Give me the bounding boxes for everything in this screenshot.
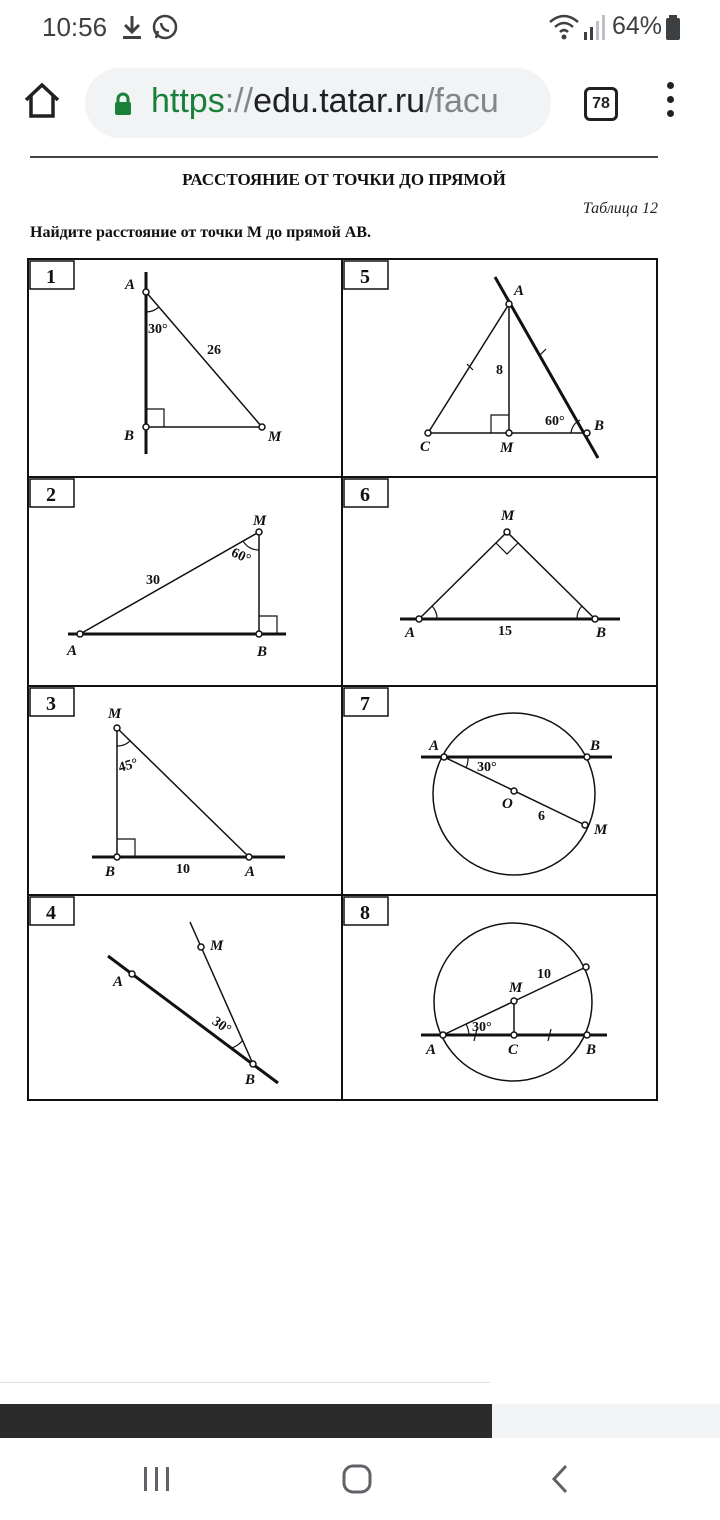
length-label: 30 [146, 573, 160, 588]
task-5-figure [425, 277, 598, 458]
bottom-bar [0, 1404, 492, 1438]
angle-label: 45° [116, 756, 140, 776]
point-label: C [508, 1042, 519, 1058]
point-label: M [509, 980, 523, 996]
browser-toolbar [0, 56, 720, 152]
point-label: B [590, 738, 601, 754]
task-number: 8 [360, 902, 370, 924]
angle-label: 30° [148, 322, 168, 337]
point-label: A [405, 625, 416, 641]
bottom-panel [0, 1382, 720, 1438]
point-label: A [113, 974, 124, 990]
system-nav-bar [0, 1438, 720, 1520]
angle-label: 30° [477, 760, 497, 775]
whatsapp-icon [150, 10, 180, 44]
angle-label: 60° [545, 414, 565, 429]
point-label: A [514, 283, 525, 299]
tab-switcher-button[interactable]: 78 [584, 87, 618, 121]
table-label: Таблица 12 [582, 200, 658, 217]
point-label: M [268, 429, 282, 445]
point-label: O [502, 796, 513, 812]
task-2-figure [68, 529, 286, 637]
bottom-bar-end [492, 1404, 720, 1438]
point-label: M [108, 706, 122, 722]
point-label: M [210, 938, 224, 954]
point-label: B [245, 1072, 256, 1088]
length-label: 8 [496, 363, 503, 378]
point-label: B [594, 418, 605, 434]
point-label: B [257, 644, 268, 660]
length-label: 15 [498, 624, 512, 639]
task-number: 7 [360, 693, 370, 715]
back-icon[interactable] [546, 1462, 574, 1496]
task-6-figure [400, 529, 620, 622]
task-number-boxes [30, 261, 388, 925]
task-number: 1 [46, 266, 56, 288]
point-label: B [596, 625, 607, 641]
point-label: A [245, 864, 256, 880]
point-label: C [420, 439, 431, 455]
task-4-figure [108, 922, 278, 1083]
task-7-figure [421, 713, 612, 875]
point-label: B [586, 1042, 597, 1058]
task-number: 5 [360, 266, 370, 288]
url-text[interactable]: https://edu.tatar.ru/facu [151, 82, 499, 120]
page-content [0, 152, 720, 1382]
point-label: A [426, 1042, 437, 1058]
battery-icon [664, 10, 682, 44]
point-label: M [500, 440, 514, 456]
point-label: A [429, 738, 440, 754]
task-number: 2 [46, 484, 56, 506]
angle-label: 60° [228, 545, 253, 568]
angle-label: 30° [209, 1014, 234, 1038]
length-label: 10 [176, 862, 190, 877]
length-label: 6 [538, 809, 545, 824]
status-time: 10:56 [42, 12, 108, 42]
angle-label: 30° [472, 1020, 492, 1035]
point-label: M [501, 508, 515, 524]
download-icon [120, 10, 144, 44]
point-label: B [105, 864, 116, 880]
task-1-figure [143, 272, 265, 454]
task-number: 6 [360, 484, 370, 506]
length-label: 26 [207, 343, 221, 358]
length-label: 10 [537, 967, 551, 982]
status-bar [0, 0, 720, 56]
wifi-icon [548, 10, 580, 44]
task-grid [0, 152, 720, 1152]
point-label: B [124, 428, 135, 444]
point-label: A [125, 277, 136, 293]
point-label: M [253, 513, 267, 529]
home-nav-icon[interactable] [339, 1462, 375, 1496]
home-icon[interactable] [20, 78, 64, 122]
address-bar[interactable] [85, 68, 551, 138]
task-number: 4 [46, 902, 56, 924]
overflow-menu-icon[interactable] [660, 82, 680, 126]
task-number: 3 [46, 693, 56, 715]
document-title: РАССТОЯНИЕ ОТ ТОЧКИ ДО ПРЯМОЙ [182, 170, 506, 189]
battery-percent: 64% [612, 12, 663, 40]
lock-icon [113, 92, 133, 116]
divider [0, 1382, 490, 1383]
task-instruction: Найдите расстояние от точки M до прямой AB. [30, 224, 372, 241]
recent-apps-icon[interactable] [140, 1462, 174, 1496]
task-3-figure [92, 725, 285, 860]
point-label: M [594, 822, 608, 838]
point-label: A [67, 643, 78, 659]
signal-icon [582, 10, 606, 44]
